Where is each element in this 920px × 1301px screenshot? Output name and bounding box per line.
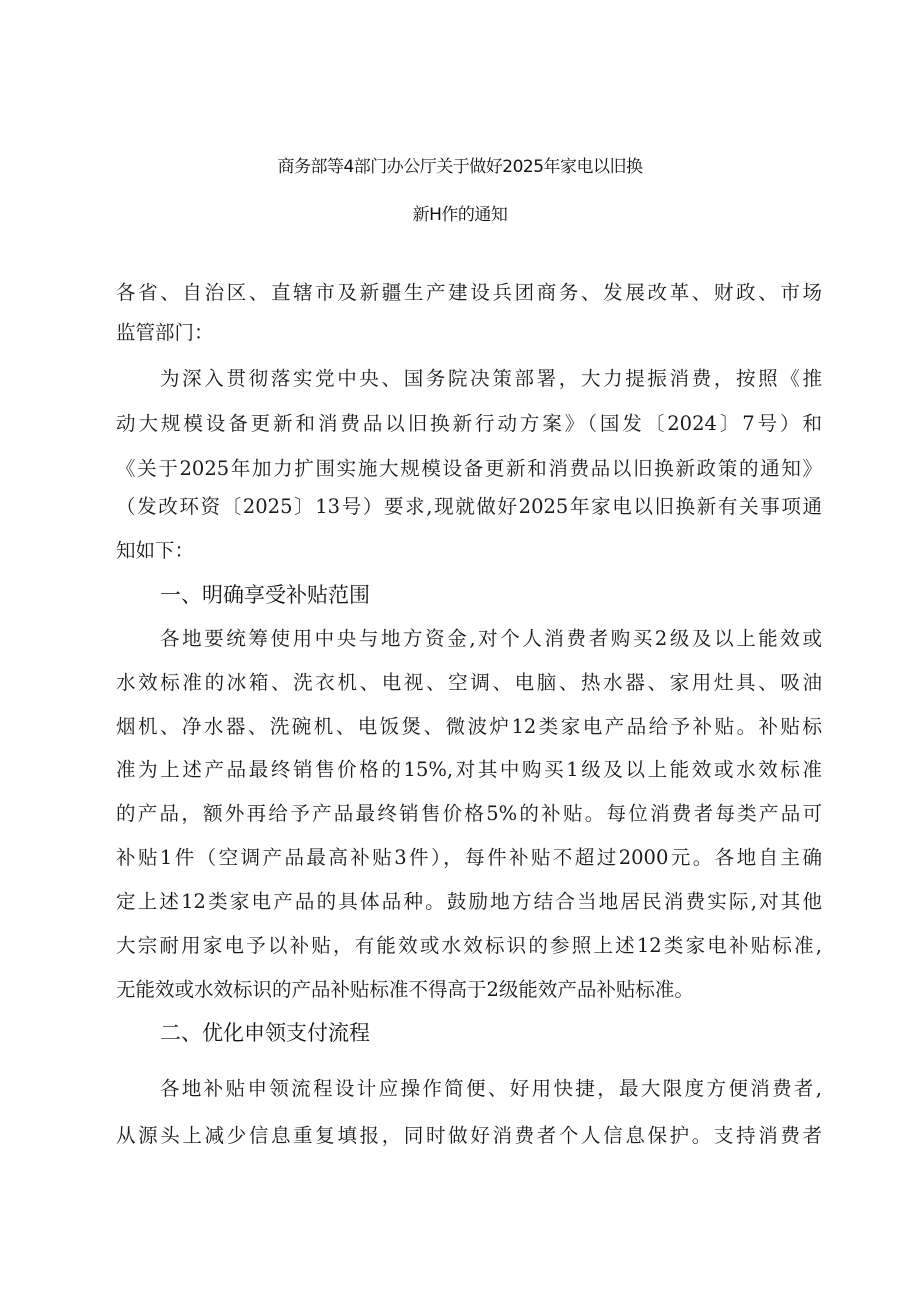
intro-line: 知如下： xyxy=(116,539,195,562)
intro-line: （发改环资〔2025〕13号）要求,现就做好2025年家电以旧换新有关事项通 xyxy=(116,495,822,518)
section-1-line: 的产品，额外再给予产品最终销售价格5%的补贴。每位消费者每类产品可 xyxy=(116,802,822,825)
section-1-heading: 一、明确享受补贴范围 xyxy=(160,583,370,607)
section-1-line: 烟机、净水器、洗碗机、电饭煲、微波炉12类家电产品给予补贴。补贴标 xyxy=(116,715,822,738)
section-1-line: 大宗耐用家电予以补贴，有能效或水效标识的参照上述12类家电补贴标准, xyxy=(116,934,822,957)
section-1-line: 补贴1件（空调产品最高补贴3件），每件补贴不超过2000元。各地自主确 xyxy=(116,846,822,869)
document-title-line-1: 商务部等4部门办公厅关于做好2025年家电以旧换 xyxy=(277,157,643,177)
section-1-line: 准为上述产品最终销售价格的15%,对其中购买1级及以上能效或水效标准 xyxy=(116,758,822,781)
section-2-line: 从源头上减少信息重复填报，同时做好消费者个人信息保护。支持消费者 xyxy=(116,1124,822,1147)
section-1-line: 定上述12类家电产品的具体品种。鼓励地方结合当地居民消费实际,对其他 xyxy=(116,890,822,913)
section-1-line: 各地要统筹使用中央与地方资金,对个人消费者购买2级及以上能效或 xyxy=(160,627,822,650)
section-1-line: 无能效或水效标识的产品补贴标准不得高于2级能效产品补贴标准。 xyxy=(116,978,694,1001)
addressee-line-1: 各省、自治区、直辖市及新疆生产建设兵团商务、发展改革、财政、市场 xyxy=(116,281,822,304)
intro-line: 《关于2025年加力扩围实施大规模设备更新和消费品以旧换新政策的通知》 xyxy=(116,457,822,480)
document-title-line-2: 新H作的通知 xyxy=(412,205,508,225)
section-2-heading: 二、优化申领支付流程 xyxy=(160,1021,370,1045)
section-2-line: 各地补贴申领流程设计应操作简便、好用快捷，最大限度方便消费者, xyxy=(160,1077,822,1100)
intro-line: 动大规模设备更新和消费品以旧换新行动方案》（国发〔2024〕7号）和 xyxy=(116,412,822,435)
intro-line: 为深入贯彻落实党中央、国务院决策部署，大力提振消费，按照《推 xyxy=(160,367,822,390)
section-1-line: 水效标准的冰箱、洗衣机、电视、空调、电脑、热水器、家用灶具、吸油 xyxy=(116,671,822,694)
addressee-line-2: 监管部门： xyxy=(116,321,214,344)
